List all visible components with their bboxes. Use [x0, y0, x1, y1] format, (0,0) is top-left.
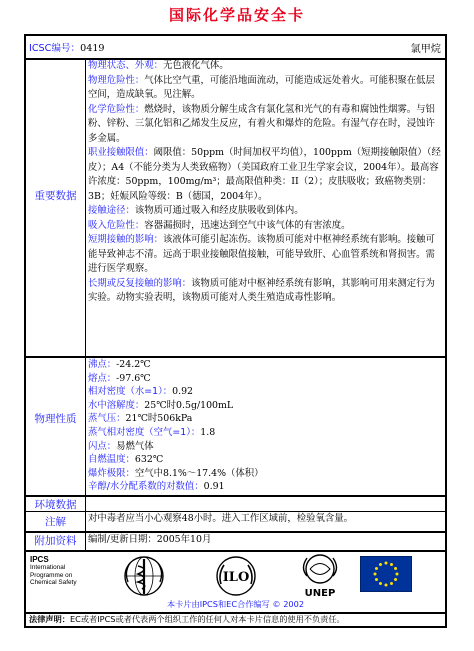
card-title: 国际化学品安全卡	[168, 6, 305, 24]
unep-text: UNEP	[304, 588, 336, 598]
important-item	[88, 233, 444, 277]
important-item-text: 容器漏损时，迅速达到空气中该气体的有害浓度。	[144, 219, 351, 231]
property-label: 水中溶解度：	[88, 399, 145, 411]
ipcs-line1: International	[30, 564, 66, 572]
who-emblem-icon	[122, 554, 166, 598]
property-label: 辛醇/水分配系数的对数值：	[88, 481, 204, 493]
property-label: 蒸气压：	[88, 413, 126, 425]
section-physical: 物理性质	[34, 413, 77, 425]
section-environment: 环境数据	[34, 499, 77, 511]
disclaimer-label: 法律声明：	[29, 614, 70, 624]
property-row	[88, 426, 444, 440]
section-additional: 附加资料	[34, 535, 77, 547]
icsc-label: ICSC编号：	[29, 43, 81, 54]
important-item-text: 气体比空气重，可能沿地面流动，可能造成远处着火。可能积聚在低层空间，造成缺氧。见注解。	[88, 74, 435, 100]
safety-card	[24, 34, 447, 628]
important-item-text: 该物质可能对中枢神经系统有影响，其影响可用来测定行为实验。动物实验表明，该物质可能对人类生殖造成毒性影响。	[88, 277, 435, 303]
eu-star-icon	[375, 567, 378, 570]
property-value: 25℃时0.5g/100mL	[144, 399, 234, 411]
important-item-text: 该物质可通过吸入和经皮肤吸收到体内。	[134, 205, 304, 216]
important-item-text: 阈限值：50ppm（时间加权平均值），100ppm（短期接触限值）（经皮）；A4（不能分类为人类致癌物）（美国政府工业卫生学家会议，2004年）。最高容许浓度：50ppm，100mg/m³；最高限值种类：II（2）；皮肤吸收；致癌物类别：3B；妊娠风险等级：B（德国，2004年）。	[88, 147, 441, 202]
property-row	[88, 399, 444, 413]
eu-star-icon	[385, 562, 388, 565]
property-value: 易燃气体	[116, 440, 154, 452]
important-item-label: 短期接触的影响：	[88, 234, 164, 245]
important-item-text: 该液体可能引起冻伤。该物质可能对中枢神经系统有影响。接触可能导致神志不清。远高于职业接触限值接触，可能导致肝、心血管系统和肾损害。需进行医学观察。	[88, 234, 435, 274]
eu-star-icon	[379, 582, 382, 585]
property-label: 沸点：	[88, 359, 117, 370]
eu-star-icon	[374, 573, 377, 576]
property-value: 21℃时506kPa	[125, 413, 193, 425]
ilo-emblem-icon	[214, 554, 258, 598]
important-item-label: 长期或反复接触的影响：	[88, 277, 192, 289]
eu-star-icon	[390, 582, 393, 585]
property-row	[88, 467, 444, 481]
property-row	[88, 358, 444, 372]
important-item-text: 无色液化气体。	[163, 60, 229, 71]
property-value: 0.91	[203, 481, 225, 493]
property-label: 熔点：	[88, 372, 117, 384]
important-item-label: 化学危险性：	[88, 103, 145, 115]
important-item	[88, 219, 444, 234]
eu-star-icon	[390, 563, 393, 566]
property-row	[88, 453, 444, 467]
eu-star-icon	[396, 573, 399, 576]
icsc-number	[29, 40, 105, 54]
property-row	[88, 385, 444, 399]
eu-star-icon	[385, 584, 388, 587]
property-row	[88, 372, 444, 386]
physical-properties-block	[88, 358, 444, 494]
important-item-label: 物理危险性：	[88, 74, 145, 86]
property-value: 632℃	[134, 454, 164, 466]
important-item	[88, 103, 444, 147]
important-item	[88, 277, 444, 306]
important-item	[88, 74, 444, 103]
property-label: 相对密度（水=1）：	[88, 386, 173, 398]
chemical-name: 氯甲烷	[410, 44, 441, 55]
eu-star-icon	[375, 578, 378, 581]
eu-star-icon	[394, 567, 397, 570]
credit-line: 本卡片由IPCS和EC合作编写 © 2002	[166, 599, 305, 609]
ipcs-line2: Programme on	[30, 571, 73, 579]
important-item-label: 职业接触限值：	[88, 147, 154, 158]
section-notes: 注解	[45, 516, 66, 528]
legal-disclaimer	[29, 614, 345, 625]
divider	[26, 495, 445, 497]
important-item-label: 接触途径：	[88, 205, 135, 216]
disclaimer-text: EC或者IPCS或者代表两个组织工作的任何人对本卡片信息的使用不负责任。	[69, 614, 345, 624]
property-row	[88, 412, 444, 426]
header-row	[26, 36, 445, 58]
eu-star-icon	[394, 578, 397, 581]
property-value: 空气中8.1%～17.4%（体积）	[134, 467, 264, 479]
column-divider	[85, 58, 86, 550]
notes-text: 对中毒者应当小心观察48小时。进入工作区域前，检验氧含量。	[88, 513, 354, 524]
important-item-label: 物理状态、外观：	[88, 60, 164, 71]
logos-row	[26, 550, 445, 612]
property-value: -97.6℃	[116, 372, 151, 384]
property-value: -24.2℃	[116, 359, 151, 370]
ipcs-logo	[30, 556, 102, 587]
property-row	[88, 440, 444, 454]
property-value: 1.8	[200, 426, 216, 438]
important-item	[88, 59, 444, 74]
important-item	[88, 146, 444, 204]
property-label: 蒸气相对密度（空气=1）：	[88, 426, 201, 438]
property-label: 闪点：	[88, 440, 117, 452]
additional-text: 编制/更新日期：2005年10月	[88, 534, 212, 545]
important-item-text: 燃烧时，该物质分解生成含有氯化氢和光气的有毒和腐蚀性烟雾。与铝粉、锌粉、三氯化铝和乙烯发生反应，有着火和爆炸的危险。有湿气存在时，浸蚀许多金属。	[88, 103, 435, 144]
property-label: 爆炸极限：	[88, 467, 135, 479]
important-item	[88, 204, 444, 219]
property-label: 自燃温度：	[88, 454, 135, 466]
property-value: 0.92	[172, 386, 194, 398]
important-data-block	[88, 59, 444, 306]
ilo-text: ILO	[222, 570, 250, 585]
ipcs-name: IPCS	[30, 555, 49, 564]
section-important: 重要数据	[34, 190, 77, 202]
eu-star-icon	[379, 563, 382, 566]
eu-flag-icon	[360, 556, 412, 592]
unep-emblem-icon	[296, 552, 344, 598]
ipcs-line3: Chemical Safety	[30, 579, 77, 587]
property-row	[88, 480, 444, 494]
important-item-label: 吸入危险性：	[88, 219, 145, 231]
icsc-value: 0419	[80, 43, 105, 54]
